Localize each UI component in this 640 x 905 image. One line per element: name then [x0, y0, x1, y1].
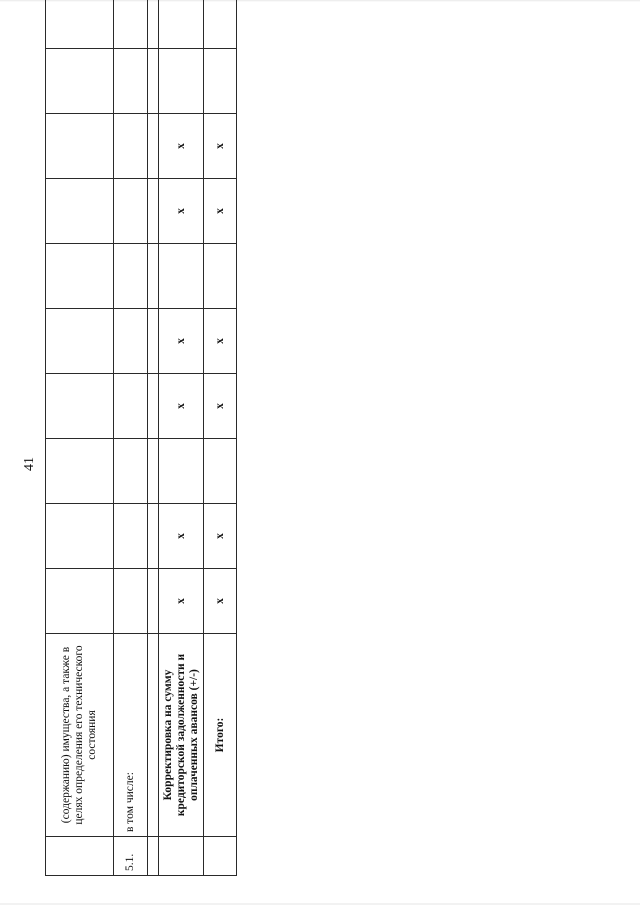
data-table: [45, 0, 237, 876]
value-cell: [148, 244, 159, 309]
value-cell: [148, 504, 159, 569]
value-cell: [114, 114, 148, 179]
table-container: [45, 40, 231, 876]
value-cell: x: [204, 374, 237, 439]
value-cell: [204, 49, 237, 114]
row-label: Итого:: [204, 634, 237, 837]
value-cell: [114, 439, 148, 504]
value-cell: [204, 244, 237, 309]
value-cell: [204, 0, 237, 49]
value-cell: [159, 0, 204, 49]
value-cell: [148, 179, 159, 244]
value-cell: [114, 309, 148, 374]
value-cell: x: [159, 309, 204, 374]
row-label: [148, 634, 159, 837]
value-cell: [46, 244, 114, 309]
table-row: [204, 0, 237, 876]
value-cell: x: [159, 374, 204, 439]
value-cell: [148, 374, 159, 439]
value-cell: [46, 114, 114, 179]
value-cell: [148, 309, 159, 374]
value-cell: x: [159, 504, 204, 569]
value-cell: [114, 374, 148, 439]
row-label: Корректировка на сумму кредиторской задолженности и оплаченных авансов (+/-): [159, 634, 204, 837]
value-cell: x: [204, 569, 237, 634]
value-cell: x: [204, 309, 237, 374]
value-cell: [159, 49, 204, 114]
value-cell: [46, 179, 114, 244]
value-cell: [204, 439, 237, 504]
value-cell: [114, 569, 148, 634]
value-cell: [148, 569, 159, 634]
table-row: [46, 0, 114, 876]
value-cell: [114, 0, 148, 49]
row-label: в том числе:: [114, 634, 148, 837]
row-number: [159, 837, 204, 876]
row-label: (содержанию) имущества, а также в целях определения его технического состояния: [46, 634, 114, 837]
page-number: 41: [22, 457, 37, 471]
value-cell: [114, 49, 148, 114]
row-number: [46, 837, 114, 876]
table-row: [159, 0, 204, 876]
value-cell: [148, 439, 159, 504]
row-number: [204, 837, 237, 876]
value-cell: x: [204, 504, 237, 569]
value-cell: [148, 49, 159, 114]
value-cell: [159, 244, 204, 309]
value-cell: [46, 309, 114, 374]
table-row: [148, 0, 159, 876]
value-cell: [46, 439, 114, 504]
value-cell: [46, 49, 114, 114]
value-cell: [114, 179, 148, 244]
value-cell: [46, 0, 114, 49]
value-cell: [46, 504, 114, 569]
value-cell: [148, 114, 159, 179]
value-cell: [148, 0, 159, 49]
row-number: [148, 837, 159, 876]
value-cell: [46, 374, 114, 439]
value-cell: [159, 439, 204, 504]
value-cell: x: [204, 114, 237, 179]
value-cell: [46, 569, 114, 634]
value-cell: [114, 504, 148, 569]
value-cell: x: [159, 114, 204, 179]
value-cell: x: [204, 179, 237, 244]
value-cell: [114, 244, 148, 309]
value-cell: x: [159, 179, 204, 244]
value-cell: x: [159, 569, 204, 634]
table-row: [114, 0, 148, 876]
row-number: 5.1.: [114, 837, 148, 876]
